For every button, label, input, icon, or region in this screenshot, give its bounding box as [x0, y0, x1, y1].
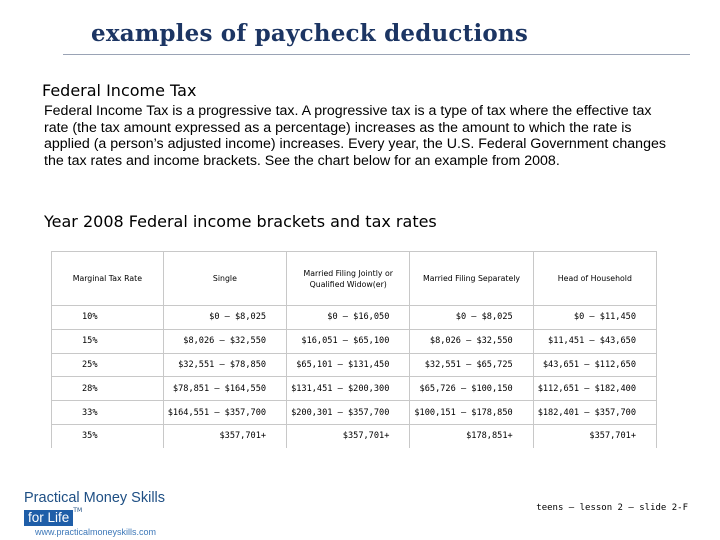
- header-head-of-household: Head of Household: [533, 252, 656, 306]
- table-row: [52, 377, 657, 401]
- jointly-cell: $131,451 – $200,300: [287, 377, 410, 401]
- header-married-jointly: Married Filing Jointly or Qualified Widow(er): [287, 252, 410, 306]
- jointly-cell: $65,101 – $131,450: [287, 353, 410, 377]
- table-row: [52, 353, 657, 377]
- table-row: [52, 329, 657, 353]
- table-row: [52, 424, 657, 447]
- rate-cell: 15%: [52, 329, 164, 353]
- separately-cell: $0 – $8,025: [410, 306, 533, 330]
- table-heading: Year 2008 Federal income brackets and tax rates: [44, 212, 437, 231]
- tax-bracket-table: [51, 251, 657, 448]
- logo-name: Practical Money Skills: [24, 490, 166, 506]
- slide-footer: teens – lesson 2 – slide 2-F: [536, 503, 688, 513]
- household-cell: $11,451 – $43,650: [533, 329, 656, 353]
- rate-cell: 25%: [52, 353, 164, 377]
- single-cell: $8,026 – $32,550: [163, 329, 286, 353]
- separately-cell: $8,026 – $32,550: [410, 329, 533, 353]
- logo-url: www.practicalmoneyskills.com: [35, 527, 157, 537]
- single-cell: $78,851 – $164,550: [163, 377, 286, 401]
- household-cell: $0 – $11,450: [533, 306, 656, 330]
- rate-cell: 35%: [52, 424, 164, 447]
- single-cell: $0 – $8,025: [163, 306, 286, 330]
- practical-money-skills-logo: [24, 490, 165, 537]
- separately-cell: $65,726 – $100,150: [410, 377, 533, 401]
- header-married-separately: Married Filing Separately: [410, 252, 533, 306]
- jointly-cell: $16,051 – $65,100: [287, 329, 410, 353]
- logo-for-life-box: for Life: [24, 510, 73, 526]
- slide-title: examples of paycheck deductions: [91, 20, 528, 47]
- separately-cell: $32,551 – $65,725: [410, 353, 533, 377]
- rate-cell: 33%: [52, 401, 164, 425]
- separately-cell: $178,851+: [410, 424, 533, 447]
- body-paragraph: Federal Income Tax is a progressive tax. A progressive tax is a type of tax where the effective tax rate (the tax amount expressed as a percentage) increases as the amount to which the rate is applied (a person’s adjusted income) increases. Every year, the U.S. Federal Government changes the tax rates and income brackets. See the chart below for an example from 2008.: [44, 103, 666, 170]
- table-row: [52, 306, 657, 330]
- table-row: [52, 401, 657, 425]
- household-cell: $43,651 – $112,650: [533, 353, 656, 377]
- household-cell: $357,701+: [533, 424, 656, 447]
- jointly-cell: $357,701+: [287, 424, 410, 447]
- jointly-cell: $200,301 – $357,700: [287, 401, 410, 425]
- household-cell: $112,651 – $182,400: [533, 377, 656, 401]
- header-single: Single: [163, 252, 286, 306]
- single-cell: $32,551 – $78,850: [163, 353, 286, 377]
- table-header-row: [52, 252, 657, 306]
- section-subhead: Federal Income Tax: [42, 81, 197, 100]
- rate-cell: 10%: [52, 306, 164, 330]
- logo-trademark: TM: [73, 507, 83, 514]
- jointly-cell: $0 – $16,050: [287, 306, 410, 330]
- single-cell: $357,701+: [163, 424, 286, 447]
- separately-cell: $100,151 – $178,850: [410, 401, 533, 425]
- title-divider: [63, 54, 690, 55]
- household-cell: $182,401 – $357,700: [533, 401, 656, 425]
- rate-cell: 28%: [52, 377, 164, 401]
- single-cell: $164,551 – $357,700: [163, 401, 286, 425]
- header-marginal-rate: Marginal Tax Rate: [52, 252, 164, 306]
